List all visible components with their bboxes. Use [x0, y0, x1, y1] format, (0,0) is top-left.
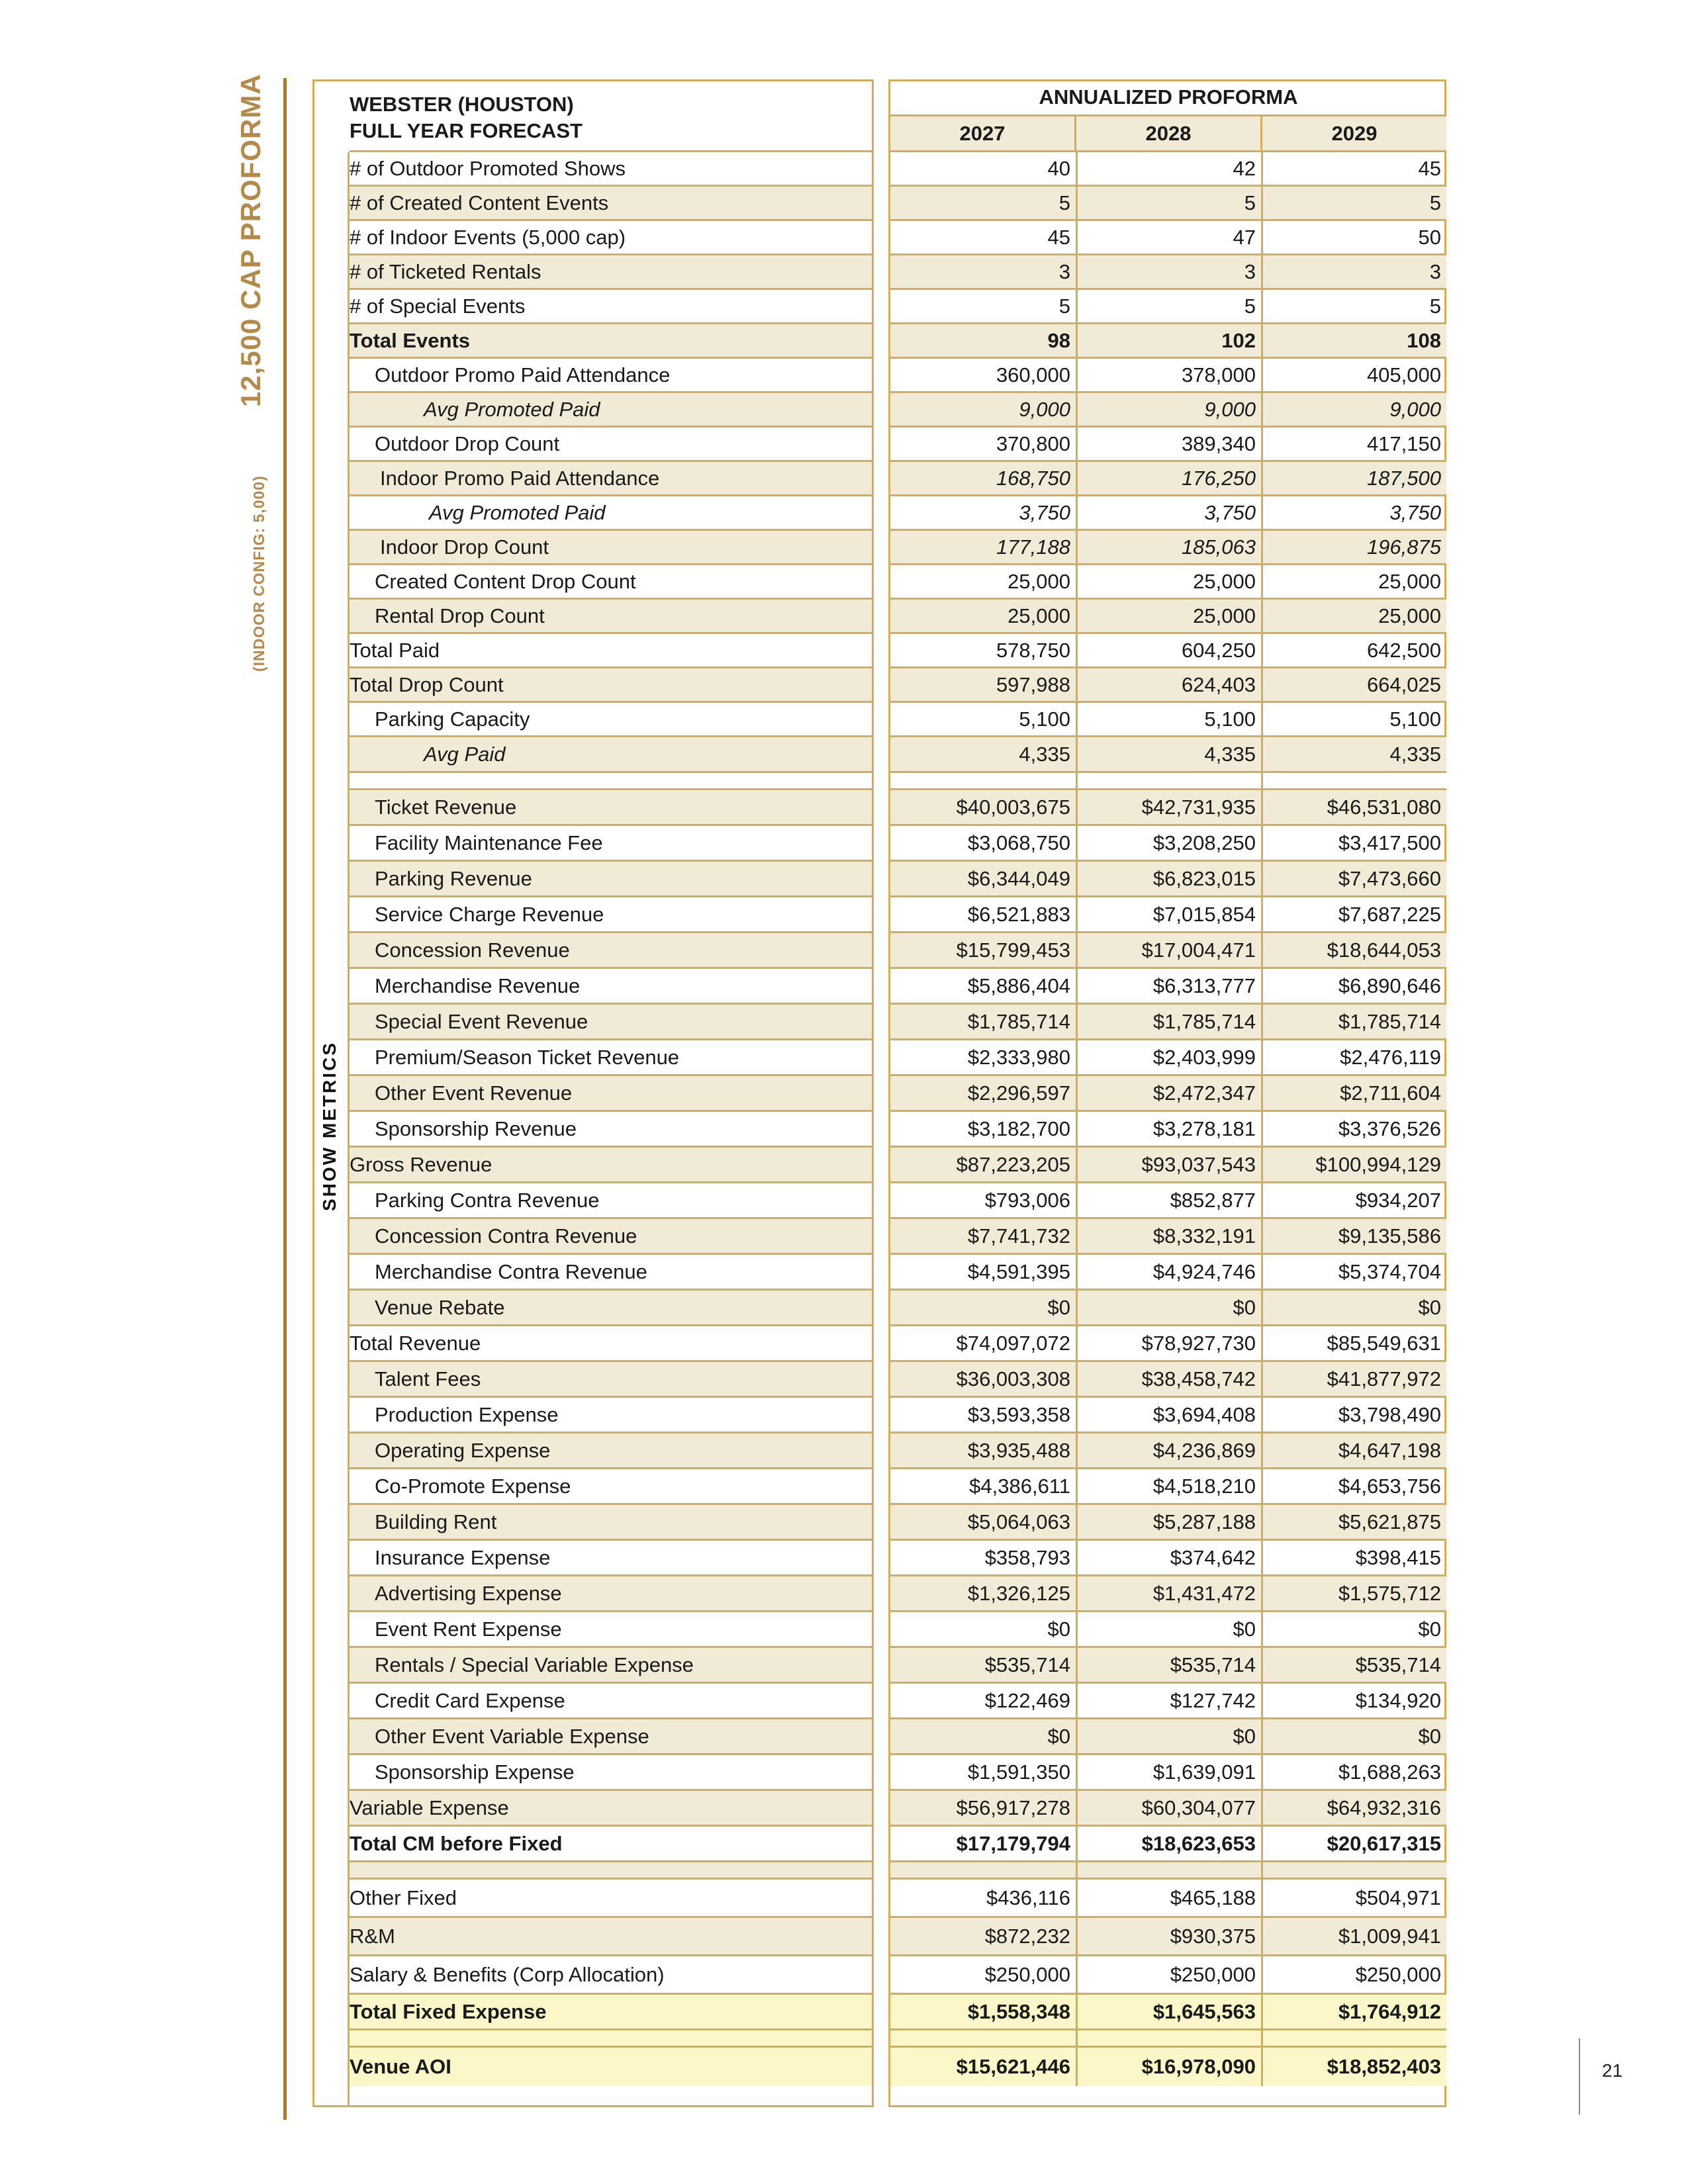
table-row — [350, 531, 1446, 565]
forecast-title-line1: WEBSTER (HOUSTON) — [350, 93, 574, 116]
value-2028: 389,340 — [1076, 428, 1261, 460]
row-label: Avg Paid — [424, 742, 506, 766]
table-row — [350, 1541, 1446, 1576]
value-2028: 378,000 — [1076, 359, 1261, 391]
row-label: Merchandise Revenue — [375, 974, 581, 997]
row-label: Total Revenue — [350, 1331, 481, 1355]
value-2027: 597,988 — [996, 672, 1070, 696]
value-2029: 5 — [1261, 187, 1446, 219]
value-2027: $436,116 — [986, 1886, 1070, 1909]
value-2028: $42,731,935 — [1076, 790, 1261, 824]
table-row — [350, 1433, 1446, 1469]
value-2029: $7,473,660 — [1261, 862, 1446, 895]
value-2027: $793,006 — [984, 1188, 1070, 1212]
table-row — [350, 826, 1446, 862]
page-side-subtitle: (INDOOR CONFIG: 5,000) — [250, 475, 267, 672]
row-label: Other Event Revenue — [375, 1081, 573, 1105]
row-label: Avg Promoted Paid — [429, 500, 606, 524]
value-2027: $0 — [1047, 1724, 1070, 1748]
value-2027: 40 — [1047, 156, 1070, 180]
table-row — [350, 1112, 1446, 1148]
row-label: Outdoor Promo Paid Attendance — [375, 363, 671, 387]
value-2027: $6,344,049 — [967, 866, 1070, 890]
row-label: Credit Card Expense — [375, 1688, 565, 1712]
row-label: Total Fixed Expense — [350, 1999, 547, 2023]
value-2027: 98 — [1047, 328, 1070, 352]
year-2028: 2028 — [1076, 116, 1262, 150]
value-2029: 25,000 — [1261, 600, 1446, 632]
row-label: Salary & Benefits (Corp Allocation) — [350, 1962, 665, 1986]
value-2029: $398,415 — [1261, 1541, 1446, 1574]
show-metrics-label: SHOW METRICS — [319, 1041, 340, 1211]
table-row — [350, 1755, 1446, 1791]
value-2027: $4,386,611 — [969, 1474, 1070, 1498]
value-2028: 176,250 — [1076, 462, 1261, 494]
value-2027: 25,000 — [1008, 604, 1070, 627]
table-row-venue-aoi — [350, 2048, 1446, 2086]
table-row — [350, 1219, 1446, 1255]
value-2028: $78,927,730 — [1076, 1326, 1261, 1360]
value-2028: $6,313,777 — [1076, 969, 1261, 1003]
value-2029: $0 — [1261, 1291, 1446, 1324]
value-2028: $930,375 — [1076, 1918, 1261, 1954]
table-row — [350, 359, 1446, 393]
value-2028: $3,694,408 — [1076, 1398, 1261, 1432]
value-2027: $7,741,732 — [967, 1224, 1070, 1248]
value-2029: $18,644,053 — [1261, 933, 1446, 967]
row-label: # of Ticketed Rentals — [350, 259, 541, 283]
value-2029: $64,932,316 — [1261, 1791, 1446, 1825]
value-2029: $934,207 — [1261, 1183, 1446, 1217]
row-label: Advertising Expense — [375, 1581, 562, 1605]
forecast-title — [350, 91, 583, 144]
value-2029: 187,500 — [1261, 462, 1446, 494]
value-2028: $8,332,191 — [1076, 1219, 1261, 1253]
table-row — [350, 1291, 1446, 1326]
value-2027: $4,591,395 — [967, 1259, 1070, 1283]
value-2029: $46,531,080 — [1261, 790, 1446, 824]
row-label: Insurance Expense — [375, 1545, 551, 1569]
table-row — [350, 393, 1446, 428]
year-2027: 2027 — [890, 116, 1076, 150]
value-2029: $3,376,526 — [1261, 1112, 1446, 1146]
value-2029: $0 — [1261, 1719, 1446, 1753]
value-2028: $2,472,347 — [1076, 1076, 1261, 1110]
forecast-title-line2: FULL YEAR FORECAST — [350, 119, 583, 142]
value-2027: $56,917,278 — [956, 1796, 1070, 1819]
value-2029: $2,476,119 — [1261, 1040, 1446, 1074]
table-row — [350, 290, 1446, 324]
row-label: Merchandise Contra Revenue — [375, 1259, 647, 1283]
table-row — [350, 1918, 1446, 1956]
value-2027: $1,326,125 — [967, 1581, 1070, 1605]
value-2028: $38,458,742 — [1076, 1362, 1261, 1396]
table-row — [350, 933, 1446, 969]
value-2028: 9,000 — [1076, 393, 1261, 426]
table-row — [350, 1148, 1446, 1183]
value-2028: $60,304,077 — [1076, 1791, 1261, 1825]
table-row — [350, 496, 1446, 531]
row-label: Concession Revenue — [375, 938, 570, 962]
row-label: Total Paid — [350, 638, 440, 662]
row-label: Parking Revenue — [375, 866, 532, 890]
row-label: Other Fixed — [350, 1886, 457, 1909]
value-2029: $7,687,225 — [1261, 897, 1446, 931]
table-row — [350, 1326, 1446, 1362]
row-label: Created Content Drop Count — [375, 569, 636, 593]
table-row — [350, 462, 1446, 496]
table-row — [350, 1648, 1446, 1684]
value-2027: $15,621,446 — [956, 2055, 1070, 2078]
value-2027: $15,799,453 — [956, 938, 1070, 962]
value-2029: $20,617,315 — [1261, 1827, 1446, 1860]
value-2028: $5,287,188 — [1076, 1505, 1261, 1539]
value-2027: $2,296,597 — [967, 1081, 1070, 1105]
value-2028: 185,063 — [1076, 531, 1261, 563]
value-2028: 604,250 — [1076, 634, 1261, 666]
value-2027: $3,935,488 — [967, 1438, 1070, 1462]
table-row-total — [350, 324, 1446, 359]
row-label: Facility Maintenance Fee — [375, 831, 603, 854]
row-label: # of Indoor Events (5,000 cap) — [350, 225, 626, 249]
value-2029: $85,549,631 — [1261, 1326, 1446, 1360]
row-label: Outdoor Drop Count — [375, 432, 560, 455]
row-label: Rentals / Special Variable Expense — [375, 1653, 694, 1676]
table-row — [350, 703, 1446, 737]
column-gap — [872, 79, 890, 2107]
value-2027: $0 — [1047, 1295, 1070, 1319]
value-2029: $3,798,490 — [1261, 1398, 1446, 1432]
value-2029: 108 — [1261, 324, 1446, 357]
value-2028: $250,000 — [1076, 1956, 1261, 1993]
value-2029: $18,852,403 — [1261, 2048, 1446, 2086]
value-2028: $17,004,471 — [1076, 933, 1261, 967]
table-row — [350, 600, 1446, 634]
value-2027: 45 — [1047, 225, 1070, 249]
value-2027: 5 — [1058, 294, 1070, 318]
value-2028: 4,335 — [1076, 737, 1261, 771]
value-2029: $5,621,875 — [1261, 1505, 1446, 1539]
value-2029: 25,000 — [1261, 565, 1446, 598]
table-row — [350, 1956, 1446, 1995]
value-2028: $1,645,563 — [1076, 1995, 1261, 2028]
value-2029: 9,000 — [1261, 393, 1446, 426]
value-2027: $2,333,980 — [967, 1045, 1070, 1069]
value-2028: $0 — [1076, 1719, 1261, 1753]
value-2029: $1,764,912 — [1261, 1995, 1446, 2028]
value-2028: $4,518,210 — [1076, 1469, 1261, 1503]
table-row — [350, 862, 1446, 897]
value-2029: $41,877,972 — [1261, 1362, 1446, 1396]
value-2028: $93,037,543 — [1076, 1148, 1261, 1181]
value-2028: $0 — [1076, 1612, 1261, 1646]
row-label: Event Rent Expense — [375, 1617, 562, 1641]
table-row — [350, 152, 1446, 187]
table-row — [350, 1505, 1446, 1541]
value-2029: $1,688,263 — [1261, 1755, 1446, 1789]
value-2028: 624,403 — [1076, 668, 1261, 701]
table-row — [350, 255, 1446, 290]
value-2029: $0 — [1261, 1612, 1446, 1646]
value-2028: $374,642 — [1076, 1541, 1261, 1574]
row-label: Variable Expense — [350, 1796, 509, 1819]
value-2029: $5,374,704 — [1261, 1255, 1446, 1289]
row-label: Indoor Promo Paid Attendance — [380, 466, 660, 490]
value-2027: $872,232 — [984, 1924, 1070, 1948]
value-2029: $4,653,756 — [1261, 1469, 1446, 1503]
row-label: Parking Capacity — [375, 707, 530, 731]
value-2029: $1,575,712 — [1261, 1576, 1446, 1610]
row-label: Parking Contra Revenue — [375, 1188, 600, 1212]
row-label: Talent Fees — [375, 1367, 481, 1390]
table-row — [350, 1040, 1446, 1076]
value-2029: $535,714 — [1261, 1648, 1446, 1682]
row-label: Building Rent — [375, 1510, 497, 1533]
row-label: # of Special Events — [350, 294, 526, 318]
value-2027: 578,750 — [996, 638, 1070, 662]
value-2027: $5,064,063 — [967, 1510, 1070, 1533]
table-row — [350, 1005, 1446, 1040]
table-row-total — [350, 1995, 1446, 2030]
table-row — [350, 1684, 1446, 1719]
value-2027: $535,714 — [984, 1653, 1070, 1676]
table-row — [350, 634, 1446, 668]
value-2027: $1,558,348 — [967, 1999, 1070, 2023]
value-2027: 177,188 — [996, 535, 1070, 559]
value-2028: $3,278,181 — [1076, 1112, 1261, 1146]
value-2029: $504,971 — [1261, 1880, 1446, 1916]
value-2028: $465,188 — [1076, 1880, 1261, 1916]
value-2027: 4,335 — [1019, 742, 1070, 766]
value-2027: $358,793 — [984, 1545, 1070, 1569]
value-2028: 3,750 — [1076, 496, 1261, 529]
page-number: 21 — [1602, 2060, 1623, 2081]
value-2027: 360,000 — [996, 363, 1070, 387]
value-2029: 3 — [1261, 255, 1446, 288]
value-2029: 405,000 — [1261, 359, 1446, 391]
row-label: # of Outdoor Promoted Shows — [350, 156, 626, 180]
table-row — [350, 1362, 1446, 1398]
value-2029: 5 — [1261, 290, 1446, 322]
row-label: Production Expense — [375, 1402, 559, 1426]
value-2029: 5,100 — [1261, 703, 1446, 735]
value-2029: $4,647,198 — [1261, 1433, 1446, 1467]
value-2027: $1,591,350 — [967, 1760, 1070, 1784]
value-2029: 196,875 — [1261, 531, 1446, 563]
page-number-rule — [1579, 2038, 1580, 2115]
value-2028: 5,100 — [1076, 703, 1261, 735]
table-row — [350, 1576, 1446, 1612]
value-2029: $1,009,941 — [1261, 1918, 1446, 1954]
row-label: Indoor Drop Count — [380, 535, 549, 559]
page-side-title: 12,500 CAP PROFORMA — [235, 73, 266, 407]
side-rule — [283, 78, 287, 2120]
value-2028: 47 — [1076, 221, 1261, 253]
table-row — [350, 1791, 1446, 1827]
value-2027: $122,469 — [984, 1688, 1070, 1712]
table-row — [350, 737, 1446, 773]
value-2027: 3,750 — [1019, 500, 1070, 524]
value-2028: $18,623,653 — [1076, 1827, 1261, 1860]
year-header-row — [890, 116, 1446, 152]
row-label: Operating Expense — [375, 1438, 551, 1462]
value-2028: 25,000 — [1076, 565, 1261, 598]
value-2027: 168,750 — [996, 466, 1070, 490]
value-2028: $2,403,999 — [1076, 1040, 1261, 1074]
value-2029: 4,335 — [1261, 737, 1446, 771]
row-label: Total CM before Fixed — [350, 1831, 563, 1855]
value-2029: 642,500 — [1261, 634, 1446, 666]
row-label: Sponsorship Revenue — [375, 1116, 577, 1140]
table-row — [350, 1255, 1446, 1291]
table-row — [350, 897, 1446, 933]
value-2028: $4,236,869 — [1076, 1433, 1261, 1467]
spacer-row — [350, 2030, 1446, 2048]
row-label: Service Charge Revenue — [375, 902, 604, 926]
value-2029: 50 — [1261, 221, 1446, 253]
value-2029: $6,890,646 — [1261, 969, 1446, 1003]
value-2028: $16,978,090 — [1076, 2048, 1261, 2086]
row-label: Co-Promote Expense — [375, 1474, 571, 1498]
value-2027: 5 — [1058, 191, 1070, 214]
value-2027: 25,000 — [1008, 569, 1070, 593]
value-2028: 3 — [1076, 255, 1261, 288]
spacer-row — [350, 773, 1446, 790]
value-2027: 3 — [1058, 259, 1070, 283]
value-2028: $852,877 — [1076, 1183, 1261, 1217]
table-row — [350, 565, 1446, 600]
value-2028: $1,431,472 — [1076, 1576, 1261, 1610]
value-2027: $6,521,883 — [967, 902, 1070, 926]
value-2028: 102 — [1076, 324, 1261, 357]
row-label: Total Events — [350, 328, 471, 352]
row-label: Avg Promoted Paid — [424, 397, 600, 421]
row-label: # of Created Content Events — [350, 191, 609, 214]
value-2027: 5,100 — [1019, 707, 1070, 731]
spacer-row — [350, 1862, 1446, 1880]
row-label: Gross Revenue — [350, 1152, 492, 1176]
table-row — [350, 1719, 1446, 1755]
value-2029: $250,000 — [1261, 1956, 1446, 1993]
value-2027: $250,000 — [984, 1962, 1070, 1986]
value-2027: 9,000 — [1019, 397, 1070, 421]
value-2028: $7,015,854 — [1076, 897, 1261, 931]
value-2028: $4,924,746 — [1076, 1255, 1261, 1289]
value-2029: 664,025 — [1261, 668, 1446, 701]
value-2029: $2,711,604 — [1261, 1076, 1446, 1110]
value-2028: $535,714 — [1076, 1648, 1261, 1682]
value-2029: 417,150 — [1261, 428, 1446, 460]
value-2027: $74,097,072 — [956, 1331, 1070, 1355]
row-label: Concession Contra Revenue — [375, 1224, 637, 1248]
value-2028: 42 — [1076, 152, 1261, 185]
row-label: R&M — [350, 1924, 395, 1948]
table-row-total — [350, 1827, 1446, 1862]
proforma-table-body — [350, 152, 1446, 2086]
value-2029: 45 — [1261, 152, 1446, 185]
value-2027: 370,800 — [996, 432, 1070, 455]
value-2027: $1,785,714 — [967, 1009, 1070, 1033]
table-row — [350, 221, 1446, 255]
value-2028: 25,000 — [1076, 600, 1261, 632]
value-2027: $36,003,308 — [956, 1367, 1070, 1390]
row-label: Total Drop Count — [350, 672, 504, 696]
table-row — [350, 1076, 1446, 1112]
table-row — [350, 1469, 1446, 1505]
table-row — [350, 790, 1446, 826]
row-label: Rental Drop Count — [375, 604, 545, 627]
proforma-header: ANNUALIZED PROFORMA — [890, 79, 1446, 116]
value-2028: $1,639,091 — [1076, 1755, 1261, 1789]
value-2028: 5 — [1076, 290, 1261, 322]
table-row — [350, 668, 1446, 703]
value-2029: $100,994,129 — [1261, 1148, 1446, 1181]
value-2027: $3,068,750 — [967, 831, 1070, 854]
table-row — [350, 428, 1446, 462]
value-2028: 5 — [1076, 187, 1261, 219]
row-label: Sponsorship Expense — [375, 1760, 575, 1784]
value-2028: $3,208,250 — [1076, 826, 1261, 860]
row-label: Special Event Revenue — [375, 1009, 588, 1033]
row-label: Other Event Variable Expense — [375, 1724, 649, 1748]
value-2029: $9,135,586 — [1261, 1219, 1446, 1253]
value-2027: $40,003,675 — [956, 795, 1070, 819]
value-2027: $3,182,700 — [967, 1116, 1070, 1140]
value-2028: $6,823,015 — [1076, 862, 1261, 895]
value-2027: $0 — [1047, 1617, 1070, 1641]
value-2027: $17,179,794 — [956, 1831, 1070, 1855]
value-2029: $1,785,714 — [1261, 1005, 1446, 1038]
row-label: Venue Rebate — [375, 1295, 505, 1319]
value-2027: $3,593,358 — [967, 1402, 1070, 1426]
value-2027: $87,223,205 — [956, 1152, 1070, 1176]
year-2029: 2029 — [1331, 121, 1378, 145]
table-row — [350, 969, 1446, 1005]
table-row — [350, 1880, 1446, 1918]
value-2028: $0 — [1076, 1291, 1261, 1324]
value-2027: $5,886,404 — [967, 974, 1070, 997]
row-label: Ticket Revenue — [375, 795, 517, 819]
value-2029: $134,920 — [1261, 1684, 1446, 1717]
table-row — [350, 1398, 1446, 1433]
row-label: Premium/Season Ticket Revenue — [375, 1045, 680, 1069]
table-row — [350, 187, 1446, 221]
value-2029: 3,750 — [1261, 496, 1446, 529]
table-row — [350, 1183, 1446, 1219]
value-2028: $127,742 — [1076, 1684, 1261, 1717]
row-label: Venue AOI — [350, 2055, 451, 2078]
table-row — [350, 1612, 1446, 1648]
value-2028: $1,785,714 — [1076, 1005, 1261, 1038]
value-2029: $3,417,500 — [1261, 826, 1446, 860]
